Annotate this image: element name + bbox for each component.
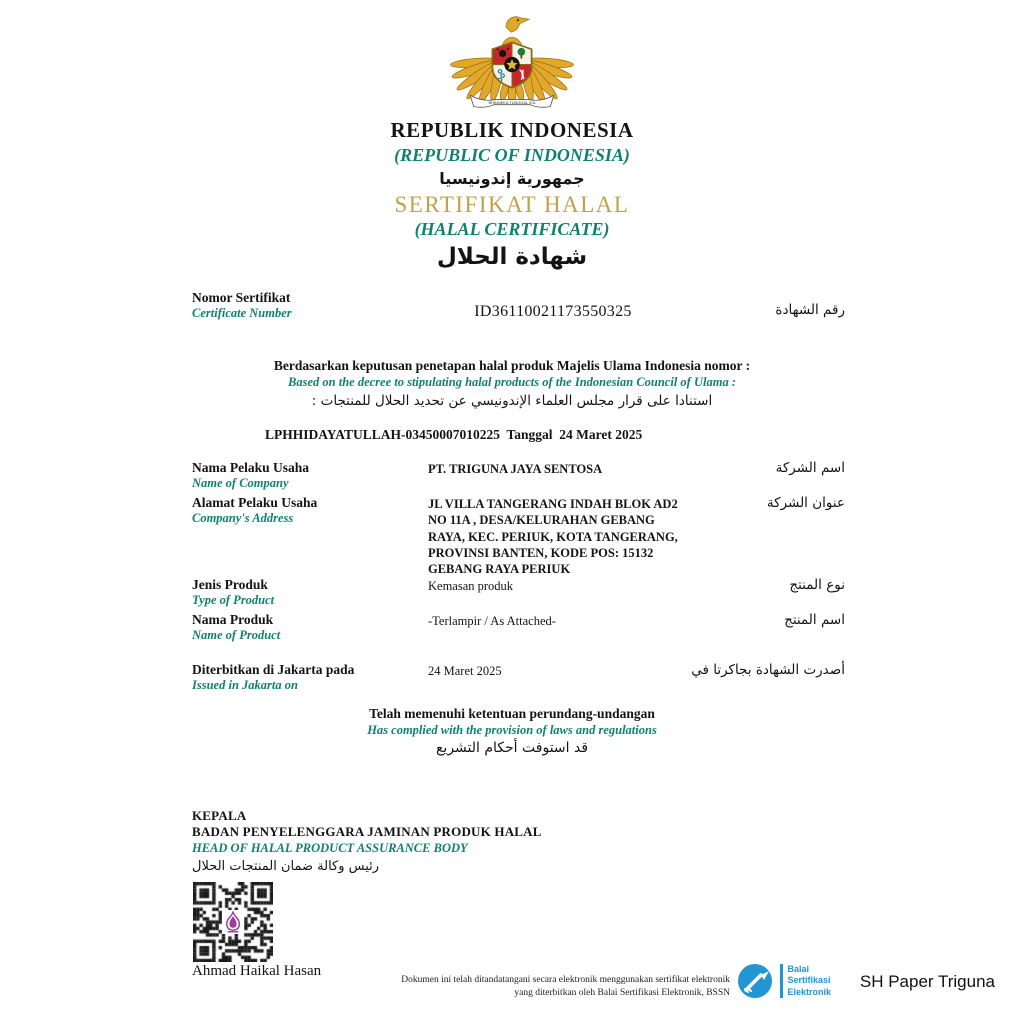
certificate-title-english: (HALAL CERTIFICATE) bbox=[414, 219, 610, 239]
field-row-product-type bbox=[192, 577, 845, 612]
signatory-title-arabic: رئيس وكالة ضمان المنتجات الحلال bbox=[192, 859, 380, 874]
certificate-number-row bbox=[192, 290, 845, 321]
field-label-english: Name of Product bbox=[192, 628, 281, 643]
decree-statement bbox=[0, 358, 1024, 409]
field-label: Nama Produk bbox=[192, 612, 274, 628]
certificate-header bbox=[0, 118, 1024, 270]
signatory-title-line2: BADAN PENYELENGGARA JAMINAN PRODUK HALAL bbox=[192, 824, 542, 839]
garuda-pancasila-emblem bbox=[0, 6, 1024, 118]
certificate-fields bbox=[192, 460, 845, 693]
field-label: Diterbitkan di Jakarta pada bbox=[192, 662, 355, 678]
disclaimer-line1: Dokumen ini telah ditandatangani secara elektronik menggunakan sertifikat elektronik bbox=[401, 975, 730, 985]
bsre-logo bbox=[736, 962, 831, 1000]
banner-text: BHINNEKA TUNGGAL IKA bbox=[488, 99, 536, 105]
compliance-statement bbox=[0, 706, 1024, 756]
logo-divider bbox=[780, 964, 783, 998]
cert-number-label-english: Certificate Number bbox=[192, 305, 292, 320]
signatory-title-english: HEAD OF HALAL PRODUCT ASSURANCE BODY bbox=[192, 841, 468, 855]
field-label-arabic: اسم المنتج bbox=[784, 612, 845, 629]
pancasila-shield-icon bbox=[492, 42, 531, 87]
cert-number-value: ID36110021173550325 bbox=[474, 303, 632, 320]
field-value: PT. TRIGUNA JAYA SENTOSA bbox=[428, 462, 603, 476]
field-label-arabic: عنوان الشركة bbox=[766, 495, 845, 511]
compliance-line-arabic: قد استوفت أحكام التشريع bbox=[435, 740, 589, 756]
compliance-line-indonesian: Telah memenuhi ketentuan perundang-undangan bbox=[369, 706, 655, 721]
field-value: -Terlampir / As Attached- bbox=[428, 614, 556, 629]
certificate-title: SERTIFIKAT HALAL bbox=[394, 192, 630, 217]
field-label-english: Issued in Jakarta on bbox=[192, 678, 298, 693]
qr-code bbox=[193, 882, 273, 962]
decree-line-arabic: استنادا على قرار مجلس العلماء الإندونيسي عن تحديد الحلال للمنتجات : bbox=[311, 393, 713, 409]
decree-line-indonesian: Berdasarkan keputusan penetapan halal produk Majelis Ulama Indonesia nomor : bbox=[273, 358, 751, 373]
field-label: Jenis Produk bbox=[192, 577, 268, 593]
bsre-logo-line2: Sertifikasi bbox=[787, 975, 831, 986]
field-label: Nama Pelaku Usaha bbox=[192, 460, 310, 475]
field-value: JL VILLA TANGERANG INDAH BLOK AD2 NO 11A , DESA/KELURAHAN GEBANG RAYA, KEC. PERIUK, KOTA TANGERANG, PROVINSI BANTEN, KODE POS: 15132 GEBANG RAYA PERIUK bbox=[428, 497, 678, 576]
disclaimer-line2: yang diterbitkan oleh Balai Sertifikasi Elektronik, BSSN bbox=[514, 987, 730, 998]
signer-name: Ahmad Haikal Hasan bbox=[192, 963, 322, 979]
field-row-product-name bbox=[192, 612, 845, 662]
bsre-logo-line1: Balai bbox=[787, 964, 810, 975]
compliance-line-english: Has complied with the provision of laws and regulations bbox=[367, 723, 657, 737]
field-label: Alamat Pelaku Usaha bbox=[192, 495, 318, 510]
decree-line-english: Based on the decree to stipulating halal products of the Indonesian Council of Ulama : bbox=[288, 375, 736, 389]
bsre-logo-line3: Elektronik bbox=[787, 986, 832, 997]
halal-indonesia-logo-icon bbox=[222, 910, 244, 934]
cert-number-label: Nomor Sertifikat bbox=[192, 290, 291, 305]
country-name: REPUBLIK INDONESIA bbox=[390, 118, 634, 142]
country-name-arabic: جمهورية إندونيسيا bbox=[439, 169, 585, 188]
paper-watermark: SH Paper Triguna bbox=[859, 972, 995, 991]
field-label-english: Name of Company bbox=[192, 475, 289, 490]
field-label-arabic: نوع المنتج bbox=[789, 577, 845, 594]
certificate-title-arabic: شهادة الحلال bbox=[436, 244, 588, 270]
cert-number-label-arabic: رقم الشهادة bbox=[775, 302, 845, 318]
field-row-issued-date bbox=[192, 662, 845, 693]
garuda-eagle-icon bbox=[448, 6, 576, 118]
field-label-english: Type of Product bbox=[192, 593, 275, 608]
field-row-company-name bbox=[192, 460, 845, 495]
decree-reference-number: LPHHIDAYATULLAH-03450007010225 Tanggal 24 Maret 2025 bbox=[265, 427, 643, 442]
field-label-english: Company's Address bbox=[192, 510, 294, 525]
field-value: 24 Maret 2025 bbox=[428, 664, 502, 679]
bsre-logo-text bbox=[788, 964, 832, 998]
field-label-arabic: أصدرت الشهادة بجاكرتا في bbox=[691, 662, 845, 679]
bsre-circle-icon bbox=[736, 962, 774, 1000]
field-row-company-address bbox=[192, 495, 845, 577]
signatory-title-block bbox=[192, 808, 542, 874]
signatory-title-line1: KEPALA bbox=[192, 808, 247, 823]
field-value: Kemasan produk bbox=[428, 579, 514, 594]
electronic-signature-disclaimer bbox=[300, 974, 730, 1000]
country-name-english: (REPUBLIC OF INDONESIA) bbox=[394, 145, 630, 165]
field-label-arabic: اسم الشركة bbox=[775, 460, 845, 476]
